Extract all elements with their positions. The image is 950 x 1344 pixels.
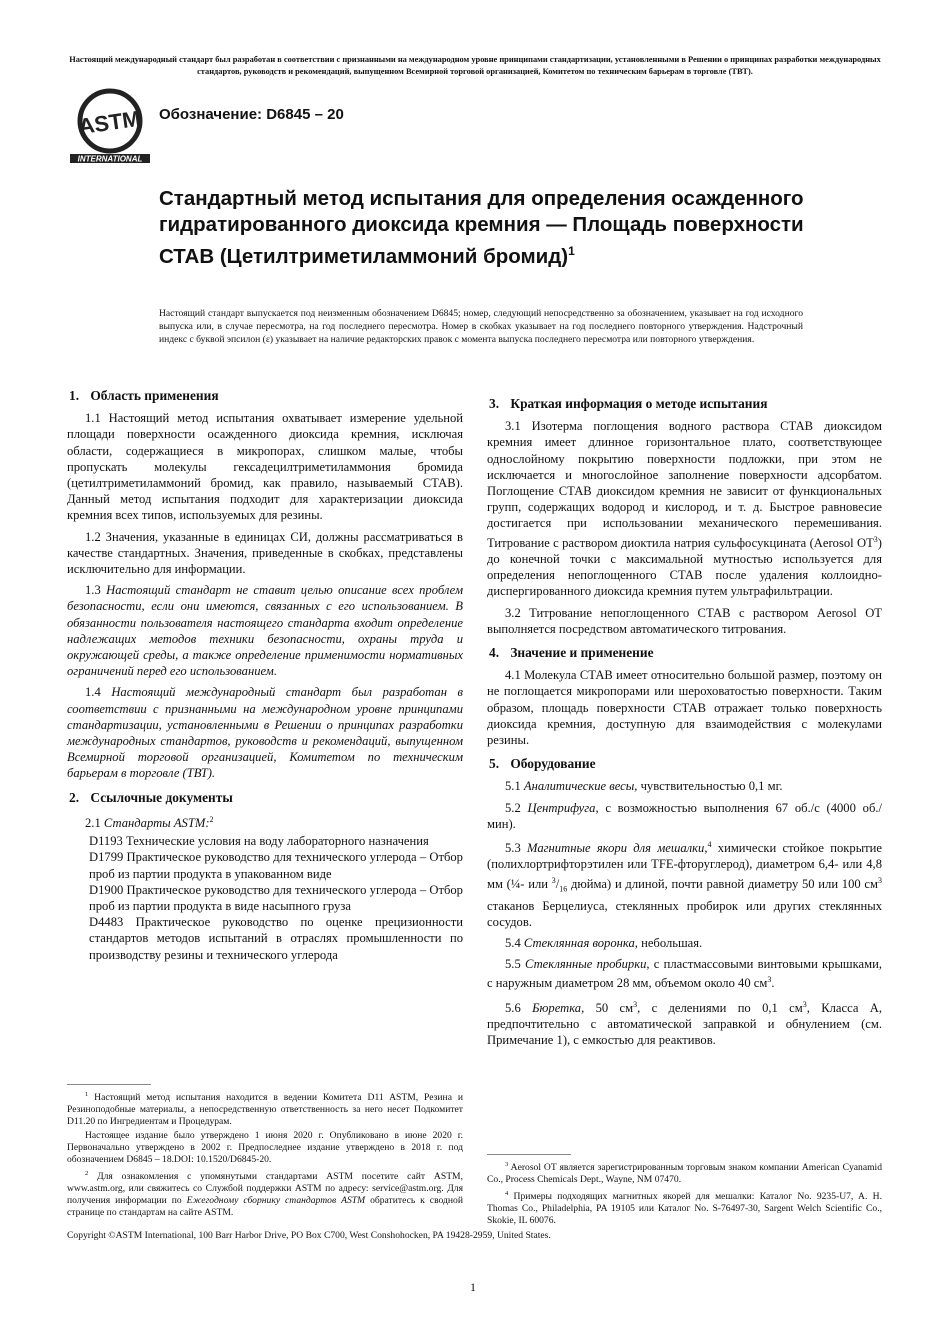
para-1-1: 1.1 Настоящий метод испытания охватывает измерение удельной площади поверхности осажденного диоксида кремния, исключая области, содержащиеся в микропорах, слишком малые, чтобы пропускать молекулы гексадецилтриметиламмония бромида (цетилтриметиламмоний бромид, как правило, называемый СТАВ). Данный метод испытания подходит для характеризации диоксида кремния всех типов, используемых для резины. — [67, 411, 463, 523]
reference-list — [89, 833, 463, 963]
footnote-2: $^2$ Для ознакомления с упомянутыми стандартами ASTM посетите сайт ASTM, www.astm.org, или свяжитесь со Службой поддержки ASTM по адресу: service@astm.org. Для получения информации по Ежегодному сборнику стандартов ASTM обратитесь к сводной странице по стандартам на сайте ASTM. — [67, 1170, 463, 1219]
para-3-2: 3.2 Титрование непоглощенного СТАВ с раствором Aerosol OT выполняется посредством автоматического титрования. — [487, 605, 882, 636]
left-column — [67, 380, 463, 963]
para-5-3: 5.3 Магнитные якори для мешалки,$^4$ химически стойкое покрытие (полихлортрифторэтилен или TFE-фторуглерод), диаметром 6,4- или 4,8 мм (¼- или $^3/_{16}$ дюйма) и длиной, почти равной диаметру 50 или 100 $см^3$ стаканов Берцелиуса, стеклянных пробирок или других стеклянных сосудов. — [487, 840, 882, 929]
reference-item: D4483 Практическое руководство по оценке прецизионности стандартов методов испытаний в отраслях промышленности по производству резины и технического углерода — [89, 915, 463, 962]
para-1-3: 1.3 Настоящий стандарт не ставит целью описание всех проблем безопасности, если они имеются, связанных с его использованием. В обязанности пользователя настоящего стандарта входит определение надлежащих методов техники безопасности, охраны труда и окружающей среды, а также определение применимости нормативных ограничений перед его использованием. — [67, 583, 463, 679]
para-4-1: 4.1 Молекула СТАВ имеет относительно большой размер, поэтому он не поглощается микропорами или шероховатостью поверхности. Таким образом, площадь поверхности СТАВ отражает только поверхность диоксида кремния, доступную для взаимодействия с молекулами резины. — [487, 668, 882, 748]
section-1-heading: 1. Область применения — [69, 388, 219, 403]
reference-item: D1900 Практическое руководство для технического углерода – Отбор проб из партии продукта в виде насыпного груза — [89, 882, 463, 914]
right-footnotes — [487, 1144, 882, 1229]
para-2-1: 2.1 Стандарты ASTM:$^2$ — [85, 814, 214, 831]
section-2-heading: 2. Ссылочные документы — [69, 789, 233, 805]
left-footnotes — [67, 1074, 463, 1221]
top-notice: Настоящий международный стандарт был разработан в соответствии с признанными на международном уровне принципами стандартизации, установленными в Решении о принципах разработки международных стандартов, руководств и рекомендаций, выпущенном Всемирной торговой организацией, Комитетом по техническим барьерам в торговле (ТВТ). — [69, 55, 881, 76]
footnote-rule — [67, 1084, 151, 1085]
right-column — [487, 388, 882, 1054]
para-5-4: 5.4 Стеклянная воронка, небольшая. — [505, 935, 703, 950]
footnote-1-approval: Настоящее издание было утверждено 1 июня 2020 г. Опубликовано в июне 2020 г. Первоначально утверждено в 2002 г. Предпоследнее издание утверждено в 2018 г. под обозначением D6845 – 18.DOI: 10.1520/D6845-20. — [67, 1130, 463, 1166]
para-5-1: 5.1 Аналитические весы, чувствительностью 0,1 мг. — [505, 779, 783, 794]
para-1-2: 1.2 Значения, указанные в единицах СИ, должны рассматриваться в качестве стандартных. Значения, приведенные в скобках, представлены исключительно для информации. — [67, 529, 463, 577]
copyright: Copyright ©ASTM International, 100 Barr Harbor Drive, PO Box C700, West Conshohocken, PA 19428-2959, United States. — [67, 1230, 551, 1241]
designation: Обозначение: D6845 – 20 — [159, 106, 344, 123]
section-5-heading: 5. Оборудование — [489, 756, 596, 772]
page-number: 1 — [470, 1280, 476, 1294]
astm-logo — [68, 88, 152, 164]
title-footnote-mark: 1 — [568, 244, 575, 258]
reference-item: D1799 Практическое руководство для технического углерода – Отбор проб из партии продукта в упакованном виде — [89, 850, 463, 881]
title-text: Стандартный метод испытания для определения осажденного гидратированного диоксида кремния — Площадь поверхности СТАВ (Цетилтриметиламмоний бромид) — [159, 187, 804, 268]
svg-text:ASTM: ASTM — [76, 105, 143, 140]
para-5-6: 5.6 Бюретка, 50 $см^3$, с делениями по 0,1 $см^3$, Класса А, предпочтительно с автоматической заправкой и обнулением (см. Примечание 1), с емкостью для реактивов. — [487, 999, 882, 1048]
document-title — [159, 186, 819, 270]
footnote-4: $^4$ Примеры подходящих магнитных якорей для мешалки: Каталог No. 9235-U7, A. H. Thomas Co., Philadelphia, PA 19105 или Каталог No. S-76497-30, Sargent Welch Scientific Co., Skokie, IL 60076. — [487, 1190, 882, 1227]
para-5-2: 5.2 Центрифуга, с возможностью выполнения 67 об./с (4000 об./мин). — [487, 800, 882, 831]
section-4-heading: 4. Значение и применение — [489, 645, 654, 661]
para-5-5: 5.5 Стеклянные пробирки, с пластмассовыми винтовыми крышками, с наружным диаметром 28 мм, объемом около 40 $см^3$. — [487, 957, 882, 991]
section-3-heading: 3. Краткая информация о методе испытания — [489, 396, 768, 411]
footnote-rule — [487, 1154, 571, 1155]
para-3-1: 3.1 Изотерма поглощения водного раствора СТАВ диоксидом кремния имеет длинное горизонтальное плато, соответствующее однослойному покрытию поверхности подложки, при этом не исключается и многослойное заполнение поверхности адсорбатом. Поглощение СТАВ диоксидом кремния не зависит от функциональных групп, содержащих водород и кислород, и т. д. Быстрое равновесие достигается при использовании механического перемешивания. Титрование с раствором диоктила натрия сульфосукцината (Aerosol $OT^3$) до конечной точки с максимальной мутностью используется для определения непоглощенного СТАВ после удаления коллоидно-диспергированного диоксида кремния путем ультрафильтрации. — [487, 419, 882, 599]
para-1-4: 1.4 Настоящий международный стандарт был разработан в соответствии с признанными на международном уровне принципами стандартизации, установленными в Решении о принципах разработки международных стандартов, руководств и рекомендаций, выпущенном Всемирной торговой организацией, Комитетом по техническим барьерам в торговле (ТВТ). — [67, 685, 463, 781]
footnote-3: $^3$ Aerosol OT является зарегистрированным торговым знаком компании American Cyanamid Co., Process Chemicals Dept., Wayne, NM 07470. — [487, 1161, 883, 1186]
reference-item: D1193 Технические условия на воду лабораторного назначения — [89, 834, 429, 849]
footnote-1: $^1$ Настоящий метод испытания находится в ведении Комитета D11 ASTM, Резина и Резиноподобные материалы, а непосредственную ответственность за него несет Подкомитет D11.20 по Ингредиентам и Процедурам. — [67, 1091, 463, 1128]
svg-text:INTERNATIONAL: INTERNATIONAL — [77, 154, 143, 164]
issue-note: Настоящий стандарт выпускается под неизменным обозначением D6845; номер, следующий непосредственно за обозначением, указывает на год исходного выпуска или, в случае пересмотра, на год последнего пересмотра. Номер в скобках указывает на год последнего повторного утверждения. Надстрочный индекс с буквой эпсилон (ε) указывает на наличие редакторских правок с момента выпуска последнего пересмотра или повторного утверждения. — [159, 308, 803, 345]
